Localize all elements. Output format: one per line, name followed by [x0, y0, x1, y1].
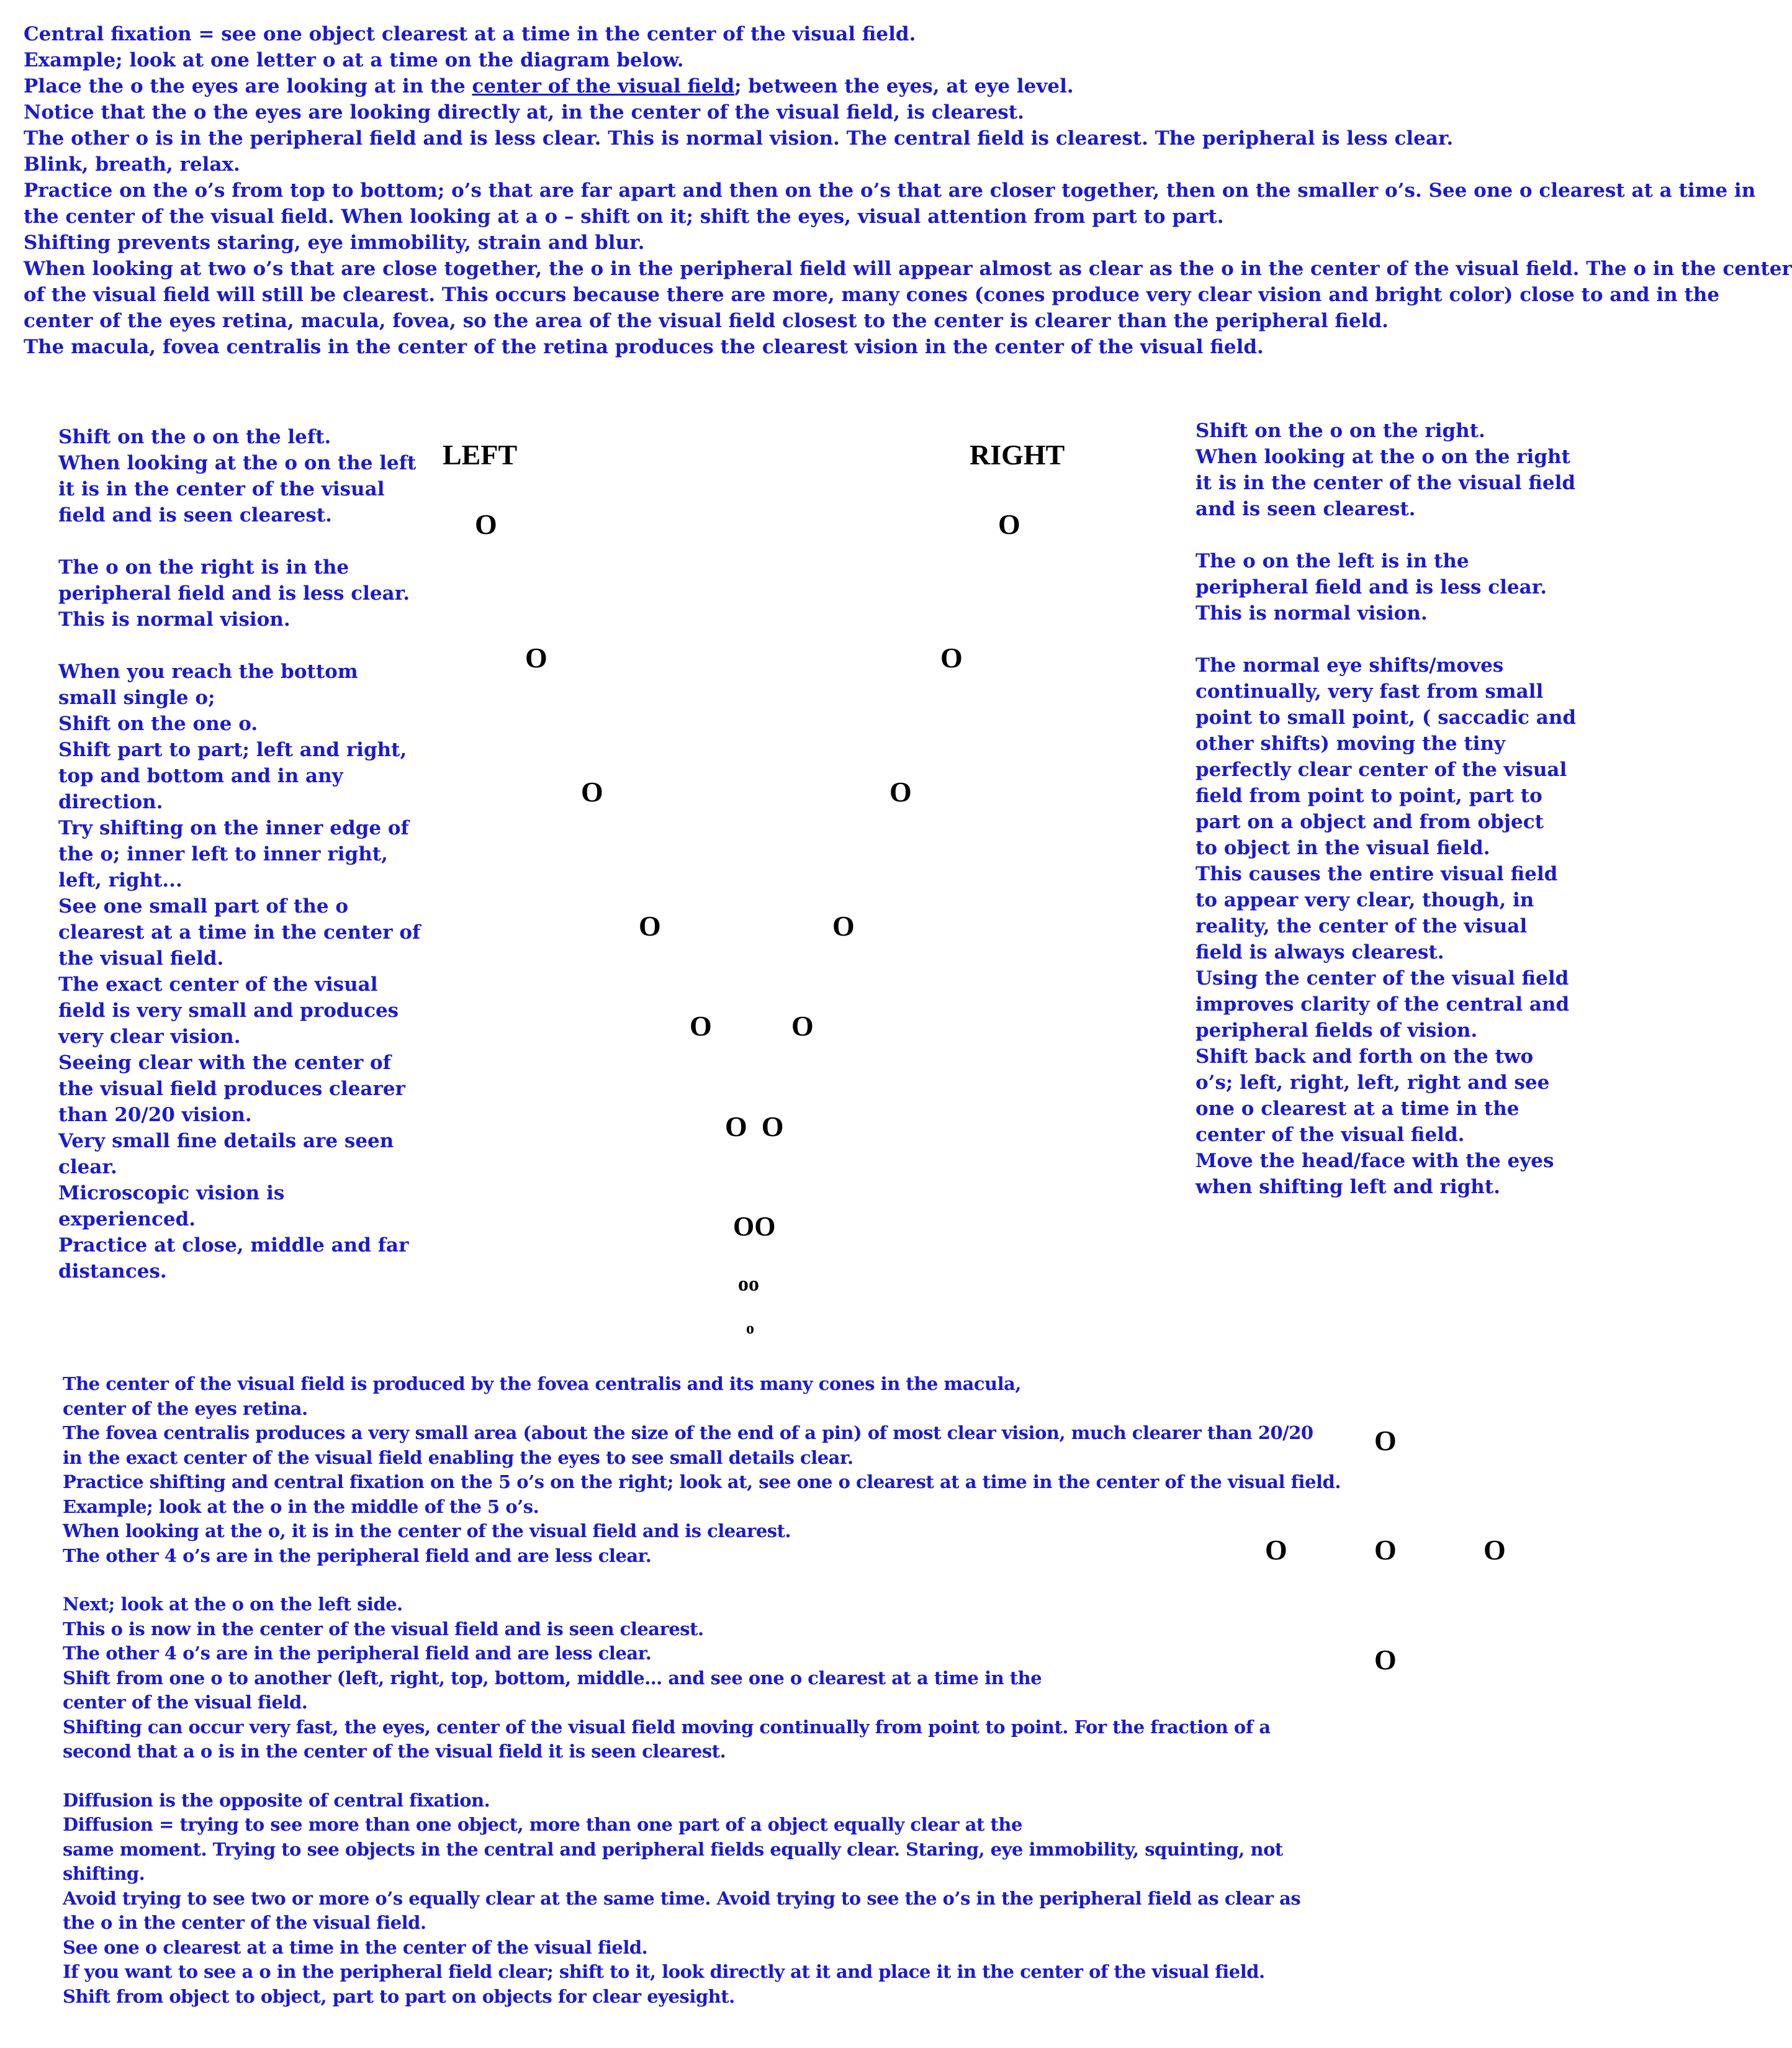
left-column-line: small single o; — [58, 687, 215, 709]
left-column-line: Very small fine details are seen — [58, 1130, 394, 1152]
right-column-line: improves clarity of the central and — [1195, 993, 1570, 1016]
diagram-o-pair-touch: OO — [733, 1211, 776, 1242]
intro-line: the center of the visual field. When looking at a o – shift on it; shift the eyes, visual attention from part to part. — [24, 205, 1224, 228]
left-column-line: top and bottom and in any — [58, 765, 343, 787]
right-column-line: This is normal vision. — [1195, 602, 1428, 625]
bottom-line: same moment. Trying to see objects in the central and peripheral fields equally clear. Staring, eye immobility, squinting, not — [63, 1838, 1283, 1860]
left-column-line: left, right... — [58, 869, 182, 891]
intro-text — [24, 21, 1792, 360]
cross-o-middle: O — [1374, 1534, 1397, 1566]
intro-line: Central fixation = see one object clearest at a time in the center of the visual field. — [24, 23, 916, 45]
bottom-line: See one o clearest at a time in the center of the visual field. — [63, 1936, 648, 1958]
diagram-o: O — [889, 776, 912, 808]
left-column-gap — [58, 528, 420, 554]
left-column-line: Seeing clear with the center of — [58, 1052, 392, 1074]
bottom-line: Diffusion is the opposite of central fixation. — [63, 1789, 490, 1811]
bottom-line: in the exact center of the visual field enabling the eyes to see small details clear. — [63, 1446, 853, 1468]
left-column-line: field is very small and produces — [58, 999, 399, 1022]
intro-line: When looking at two o’s that are close together, the o in the peripheral field will appear almost as clear as the o in the center of the visual field. The o in the center — [24, 258, 1792, 280]
bottom-line: If you want to see a o in the peripheral field clear; shift to it, look directly at it and place it in the center of the visual field. — [63, 1961, 1265, 1982]
left-column-line: direction. — [58, 791, 163, 813]
right-column-line: perfectly clear center of the visual — [1195, 759, 1567, 781]
bottom-line: This o is now in the center of the visual field and is seen clearest. — [63, 1618, 704, 1640]
intro-line: Blink, breath, relax. — [24, 153, 240, 176]
intro-line: The macula, fovea centralis in the center of the retina produces the clearest vision in the center of the visual field. — [24, 336, 1264, 358]
left-column-line: field and is seen clearest. — [58, 504, 332, 526]
bottom-line: shifting. — [63, 1863, 145, 1884]
bottom-line: The other 4 o’s are in the peripheral field and are less clear. — [63, 1643, 652, 1664]
left-column-gap — [58, 633, 420, 659]
left-column-line: This is normal vision. — [58, 608, 290, 631]
left-column-line: distances. — [58, 1260, 167, 1283]
intro-line-place — [24, 73, 1792, 99]
bottom-line: Avoid trying to see two or more o’s equally clear at the same time. Avoid trying to see the o’s in the peripheral field as clear as — [63, 1887, 1301, 1909]
intro-place-after: ; between the eyes, at eye level. — [734, 75, 1074, 97]
diagram-o: O — [525, 642, 547, 674]
bottom-gap — [63, 1764, 1341, 1789]
right-column-line: o’s; left, right, left, right and see — [1195, 1071, 1550, 1094]
right-column-line: Using the center of the visual field — [1195, 967, 1569, 990]
left-column-line: clear. — [58, 1156, 117, 1178]
diagram-o: O — [581, 776, 603, 808]
right-column — [1195, 418, 1576, 1200]
bottom-line: second that a o is in the center of the visual field it is seen clearest. — [63, 1741, 726, 1762]
bottom-line: Diffusion = trying to see more than one object, more than one part of a object equally clear at the — [63, 1814, 1022, 1835]
left-column — [58, 424, 420, 1284]
right-column-line: Shift back and forth on the two — [1195, 1045, 1534, 1068]
left-column-line: the visual field. — [58, 947, 224, 970]
right-column-line: Shift on the o on the right. — [1195, 420, 1485, 442]
cross-o-top: O — [1374, 1425, 1397, 1456]
bottom-line: center of the eyes retina. — [63, 1397, 308, 1419]
bottom-line: The other 4 o’s are in the peripheral field and are less clear. — [63, 1545, 652, 1566]
left-column-line: Microscopic vision is — [58, 1182, 285, 1204]
right-column-line: field is always clearest. — [1195, 941, 1444, 963]
right-column-line: when shifting left and right. — [1195, 1176, 1500, 1198]
bottom-gap — [63, 1568, 1341, 1592]
right-column-line: it is in the center of the visual field — [1195, 472, 1576, 494]
left-column-line: When looking at the o on the left — [58, 452, 416, 474]
left-column-line: very clear vision. — [58, 1026, 241, 1048]
left-column-line: clearest at a time in the center of — [58, 921, 421, 944]
right-column-line: center of the visual field. — [1195, 1124, 1465, 1146]
right-column-line: field from point to point, part to — [1195, 785, 1542, 807]
left-column-line: than 20/20 vision. — [58, 1104, 252, 1126]
right-column-line: reality, the center of the visual — [1195, 915, 1528, 937]
intro-line: Practice on the o’s from top to bottom; o’s that are far apart and then on the o’s that are closer together, then on the smaller o’s. See one o clearest at a time in — [24, 179, 1756, 202]
right-column-line: and is seen clearest. — [1195, 498, 1416, 520]
right-column-line: to object in the visual field. — [1195, 837, 1490, 859]
left-column-line: Try shifting on the inner edge of — [58, 817, 409, 839]
right-column-line: point to small point, ( saccadic and — [1195, 706, 1577, 729]
bottom-line: Practice shifting and central fixation on the 5 o’s on the right; look at, see one o clearest at a time in the center of the visual field. — [63, 1471, 1341, 1492]
bottom-line: Shift from one o to another (left, right, top, bottom, middle… and see one o clearest at a time in the — [63, 1667, 1042, 1689]
intro-place-underlined: center of the visual field — [472, 75, 735, 97]
diagram-o-single-tiny: o — [746, 1319, 754, 1337]
right-column-line: continually, very fast from small — [1195, 680, 1544, 703]
left-column-line: See one small part of the o — [58, 895, 349, 918]
right-column-gap — [1195, 522, 1576, 548]
right-column-line: to appear very clear, though, in — [1195, 889, 1534, 911]
diagram-o-pair-small: oo — [738, 1273, 759, 1296]
diagram-o: O — [998, 508, 1020, 540]
bottom-line: The fovea centralis produces a very small area (about the size of the end of a pin) of most clear vision, much clearer than 20/20 — [63, 1422, 1313, 1443]
intro-line: The other o is in the peripheral field and is less clear. This is normal vision. The central field is clearest. The peripheral is less clear. — [24, 127, 1454, 150]
cross-o-left: O — [1265, 1534, 1287, 1566]
left-column-line: Shift on the o on the left. — [58, 426, 331, 448]
right-column-line: peripheral field and is less clear. — [1195, 576, 1547, 598]
left-column-line: When you reach the bottom — [58, 661, 358, 683]
right-column-line: When looking at the o on the right — [1195, 446, 1570, 468]
diagram-o: O — [475, 508, 497, 540]
diagram-o: O — [690, 1010, 712, 1042]
intro-line: of the visual field will still be clearest. This occurs because there are more, many cones (cones produce very clear vision and bright color) close to and in the — [24, 284, 1720, 306]
left-column-line: The exact center of the visual — [58, 973, 378, 996]
bottom-line: Shifting can occur very fast, the eyes, center of the visual field moving continually from point to point. For the fraction of a — [63, 1716, 1271, 1738]
bottom-line: The center of the visual field is produced by the fovea centralis and its many cones in the macula, — [63, 1373, 1022, 1394]
left-column-line: the visual field produces clearer — [58, 1078, 405, 1100]
right-column-gap — [1195, 626, 1576, 652]
bottom-line: center of the visual field. — [63, 1692, 308, 1713]
bottom-line: Shift from object to object, part to part on objects for clear eyesight. — [63, 1985, 735, 2007]
bottom-line: the o in the center of the visual field. — [63, 1912, 426, 1933]
left-column-line: experienced. — [58, 1208, 196, 1230]
bottom-line: When looking at the o, it is in the center of the visual field and is clearest. — [63, 1520, 791, 1541]
diagram-o: O — [639, 910, 661, 942]
right-column-line: Move the head/face with the eyes — [1195, 1150, 1554, 1172]
intro-line: center of the eyes retina, macula, fovea, so the area of the visual field closest to the center is clearer than the peripheral field. — [24, 310, 1389, 332]
bottom-text — [63, 1372, 1341, 2009]
right-column-line: This causes the entire visual field — [1195, 863, 1558, 885]
bottom-line: Example; look at the o in the middle of the 5 o’s. — [63, 1495, 539, 1517]
right-column-line: one o clearest at a time in the — [1195, 1098, 1520, 1120]
cross-o-bottom: O — [1374, 1644, 1397, 1676]
intro-place-before: Place the o the eyes are looking at in the — [24, 75, 472, 97]
intro-line: Notice that the o the eyes are looking directly at, in the center of the visual field, is clearest. — [24, 101, 1024, 124]
right-label: RIGHT — [970, 439, 1065, 471]
left-column-line: Shift part to part; left and right, — [58, 739, 407, 761]
right-column-line: part on a object and from object — [1195, 811, 1544, 833]
diagram-o: O — [940, 642, 963, 674]
diagram-o-pair-close: O O — [725, 1111, 784, 1142]
left-column-line: Shift on the one o. — [58, 713, 258, 735]
left-label: LEFT — [443, 439, 518, 471]
left-column-line: Practice at close, middle and far — [58, 1234, 409, 1256]
left-column-line: The o on the right is in the — [58, 556, 349, 579]
intro-line: Shifting prevents staring, eye immobility, strain and blur. — [24, 232, 645, 254]
right-column-line: The normal eye shifts/moves — [1195, 654, 1504, 677]
right-column-line: The o on the left is in the — [1195, 550, 1469, 572]
bottom-line: Next; look at the o on the left side. — [63, 1594, 403, 1615]
right-column-line: peripheral fields of vision. — [1195, 1019, 1478, 1042]
left-column-line: peripheral field and is less clear. — [58, 582, 410, 605]
right-column-line: other shifts) moving the tiny — [1195, 733, 1506, 755]
left-column-line: the o; inner left to inner right, — [58, 843, 388, 865]
cross-o-right: O — [1484, 1534, 1506, 1566]
diagram-o: O — [791, 1010, 814, 1042]
intro-line: Example; look at one letter o at a time on the diagram below. — [24, 49, 684, 71]
left-column-line: it is in the center of the visual — [58, 478, 385, 500]
diagram-o: O — [832, 910, 855, 942]
